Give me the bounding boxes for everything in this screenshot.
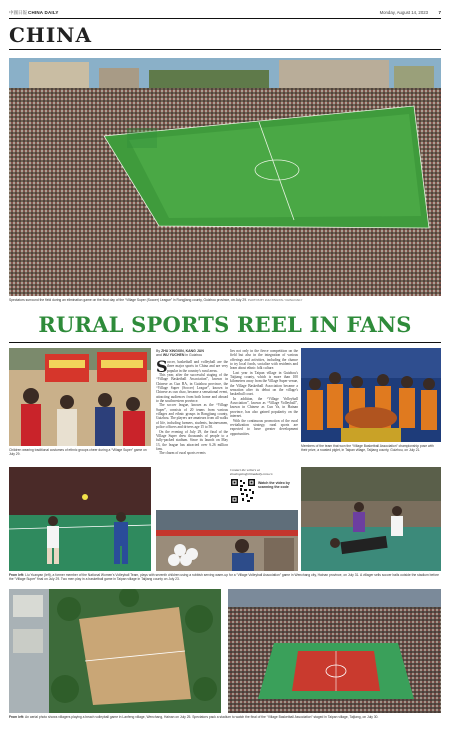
- children-caption: Children wearing traditional costumes of ethnic groups cheer during a “Village Super” game on July 29.: [9, 448, 147, 456]
- contact-label: Contact the writers at: [230, 468, 260, 472]
- article-dropcap: S: [156, 357, 168, 376]
- qr-code[interactable]: [230, 478, 256, 504]
- piglet-caption: Members of the team that won the “Village Basketball Association” championship pose with their prize, a roasted piglet, in Taipan village, Taijiang county, Guizhou, on July 21.: [301, 444, 434, 452]
- headline: RURAL SPORTS REEL IN FANS: [38, 312, 412, 337]
- article-column-1: occer, basketball and volleyball are the three major sports in China and are very popular in the country's rural areas. This year, after the successful staging of the “Village Basketball Association”, known in Chinese as Cun BA, in Guizhou province, the “Village Super (Soccer) League”, known in Chinese as cun chao, became a sensational event, attracting audiences from both home and abroad to the southwestern province. The soccer league, known as the “Village Super”, consists of 20 teams from various villages and ethnic groups in Rongjiang county, Guizhou. The players are amateurs from all walks of life, including farmers, students, businessmen, police officers and drivers age 15 to 50. On the evening of July 29, the final of the Village Super drew thousands of people to a fully-packed stadium. Since its launch on May 13, the league has attracted over 6.26 million fans. The charm of rural sports events: [156, 360, 228, 456]
- masthead-chinese: 中國日報: [9, 10, 27, 15]
- photo-credit: PHOTOS BY ZHU XINGXIN / CHINA DAILY: [247, 298, 303, 302]
- basketball-game-photo: [301, 467, 441, 571]
- children-cheering-photo: [9, 348, 151, 446]
- contact-email[interactable]: zhuxingxin@chinadaily.com.cn: [230, 472, 273, 477]
- soccer-ball-seller-photo: [156, 510, 298, 571]
- byline: By ZHU XINGXIN, KANG JUN and WU YUCHEN in Guizhou: [156, 349, 204, 358]
- contact-block: [230, 468, 298, 476]
- page-number: 7: [438, 10, 441, 15]
- basketball-final-stadium-photo: [228, 589, 441, 713]
- masthead-name: CHINA DAILY: [28, 10, 59, 15]
- section-rule: [9, 49, 441, 50]
- section-title: CHINA: [9, 23, 92, 47]
- header-rule: [9, 18, 441, 19]
- beach-volleyball-aerial-photo: [9, 589, 221, 713]
- from-left-caption-2: From left: An aerial photo shows villagers playing a beach volleyball game in Lanfeng village, Wenchang, Hainan on July 25. Spectators pack a stadium to watch the final of the “Village Basketball Association” staged in Taipan village, Taijiang, on July 30.: [9, 715, 379, 719]
- page-date: Monday, August 14, 2023: [379, 10, 428, 15]
- piglet-prize-photo: [301, 348, 441, 442]
- article-column-2: lies not only in the fierce competition on the field but also in the integration of various offerings and activities, including the chance to try local foods, socialize with residents and learn about ethnic folk culture. Last year in Taipan village in Guizhou's Taijiang county, which is more than 100 kilometers away from the Village Super venue, the Village Basketball Association became a sensation after its debut on the village's basketball court. In addition, the “Village Volleyball Association”, known as “Village Volleyball”, known in Chinese as Cun Va, in Hainan province, has also gained popularity on the internet. With the continuous promotion of the rural revitalization strategy, rural sports are expected to have greater development opportunities.: [230, 349, 298, 436]
- volleyball-photo: [9, 467, 151, 571]
- stadium-photo-caption: Spectators surround the field during an elimination game on the final day of the “Village Super (Soccer) League” in Rongjiang county, Guizhou province, on July 29. PHOTOS BY ZHU XINGXIN / CHINA DAILY: [9, 298, 303, 302]
- stadium-photo: [9, 58, 441, 296]
- headline-rule: [9, 342, 441, 343]
- qr-label: Watch the video by scanning the code: [258, 481, 290, 490]
- from-left-caption-1: From left: Liu Yuanyan (left), a former member of the National Women's Volleyball Team, plays with seventh children using a rubbish serving warm-up for a “Village Volleyball Association” game in Wenchang city, Hainan province, on July 31. A villager sells soccer balls outside the stadium before the “Village Super” final on July 29. Two men play in a basketball game in Taipan village in Taijiang county on July 23.: [9, 573, 439, 581]
